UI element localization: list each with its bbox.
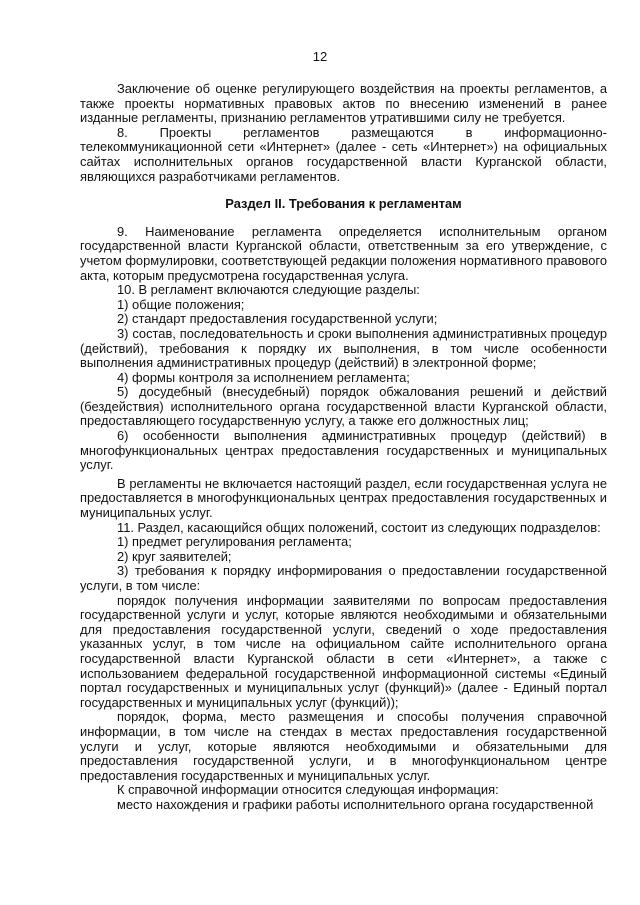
page-number: 12 bbox=[312, 49, 328, 64]
list-item: 1) общие положения; bbox=[117, 296, 245, 312]
paragraph: К справочной информации относится следующая информация: bbox=[117, 782, 499, 798]
paragraph: 9. Наименование регламента определяется исполнительным органом государственной власти Курганской области, ответственным за его утверждение, с учетом формулировки, соответствующей редакции положения нормативного правового акта, которым предусмотрена государственная услуга. bbox=[80, 223, 607, 283]
list-item: 4) формы контроля за исполнением регламента; bbox=[117, 369, 410, 385]
paragraph: порядок получения информации заявителями по вопросам предоставления государственной услуги и услуг, которые являются необходимыми и обязательными для предоставления государственной услуги, сведений о ходе предоставления указанных услуг, в том числе на официальном сайте исполнительного органа государственной власти Курганской области в сети «Интернет», а также с использованием федеральной государственной информационной системы «Единый портал государственных и муниципальных услуг (функций)» (далее - Единый портал государственных и муниципальных услуг (функций)); bbox=[80, 592, 607, 710]
paragraph: порядок, форма, место размещения и способы получения справочной информации, в том числе на стендах в местах предоставления государственной услуги и услуг, которые являются необходимыми и обязательными для предоставления государственной услуги, и в многофункциональном центре предоставления государственных и муниципальных услуг. bbox=[80, 709, 607, 783]
paragraph: 8. Проекты регламентов размещаются в информационно-телекоммуникационной сети «Интернет» (далее - сеть «Интернет») на официальных сайтах исполнительных органов государственной власти Курганской области, являющихся разработчиками регламентов. bbox=[80, 124, 607, 184]
list-item: 2) круг заявителей; bbox=[117, 548, 232, 564]
list-item: 2) стандарт предоставления государственной услуги; bbox=[117, 311, 438, 327]
list-item: 3) состав, последовательность и сроки выполнения административных процедур (действий), требования к порядку их выполнения, в том числе особенности выполнения административных процедур (действий) в электронной форме; bbox=[80, 325, 607, 371]
list-item: 1) предмет регулирования регламента; bbox=[117, 534, 352, 550]
paragraph: место нахождения и графики работы исполнительного органа государственной bbox=[117, 796, 594, 812]
document-body bbox=[80, 82, 607, 813]
paragraph: В регламенты не включается настоящий раздел, если государственная услуга не предоставляется в многофункциональных центрах предоставления государственных и муниципальных услуг. bbox=[80, 475, 607, 521]
list-item: 6) особенности выполнения административных процедур (действий) в многофункциональных центрах предоставления государственных и муниципальных услуг. bbox=[80, 428, 607, 473]
paragraph: Заключение об оценке регулирующего воздействия на проекты регламентов, а также проекты нормативных правовых актов по внесению изменений в ранее изданные регламенты, признанию регламентов утратившими силу не требуется. bbox=[80, 81, 607, 126]
list-item: 3) требования к порядку информирования о предоставлении государственной услуги, в том числе: bbox=[80, 563, 607, 593]
paragraph: 10. В регламент включаются следующие разделы: bbox=[117, 282, 420, 298]
list-item: 5) досудебный (внесудебный) порядок обжалования решений и действий (бездействия) исполнительного органа государственной власти Курганской области, предоставляющего государственную услугу, а также его должностных лиц; bbox=[80, 384, 607, 429]
section-heading: Раздел II. Требования к регламентам bbox=[225, 196, 462, 212]
paragraph: 11. Раздел, касающийся общих положений, состоит из следующих подразделов: bbox=[117, 519, 601, 535]
